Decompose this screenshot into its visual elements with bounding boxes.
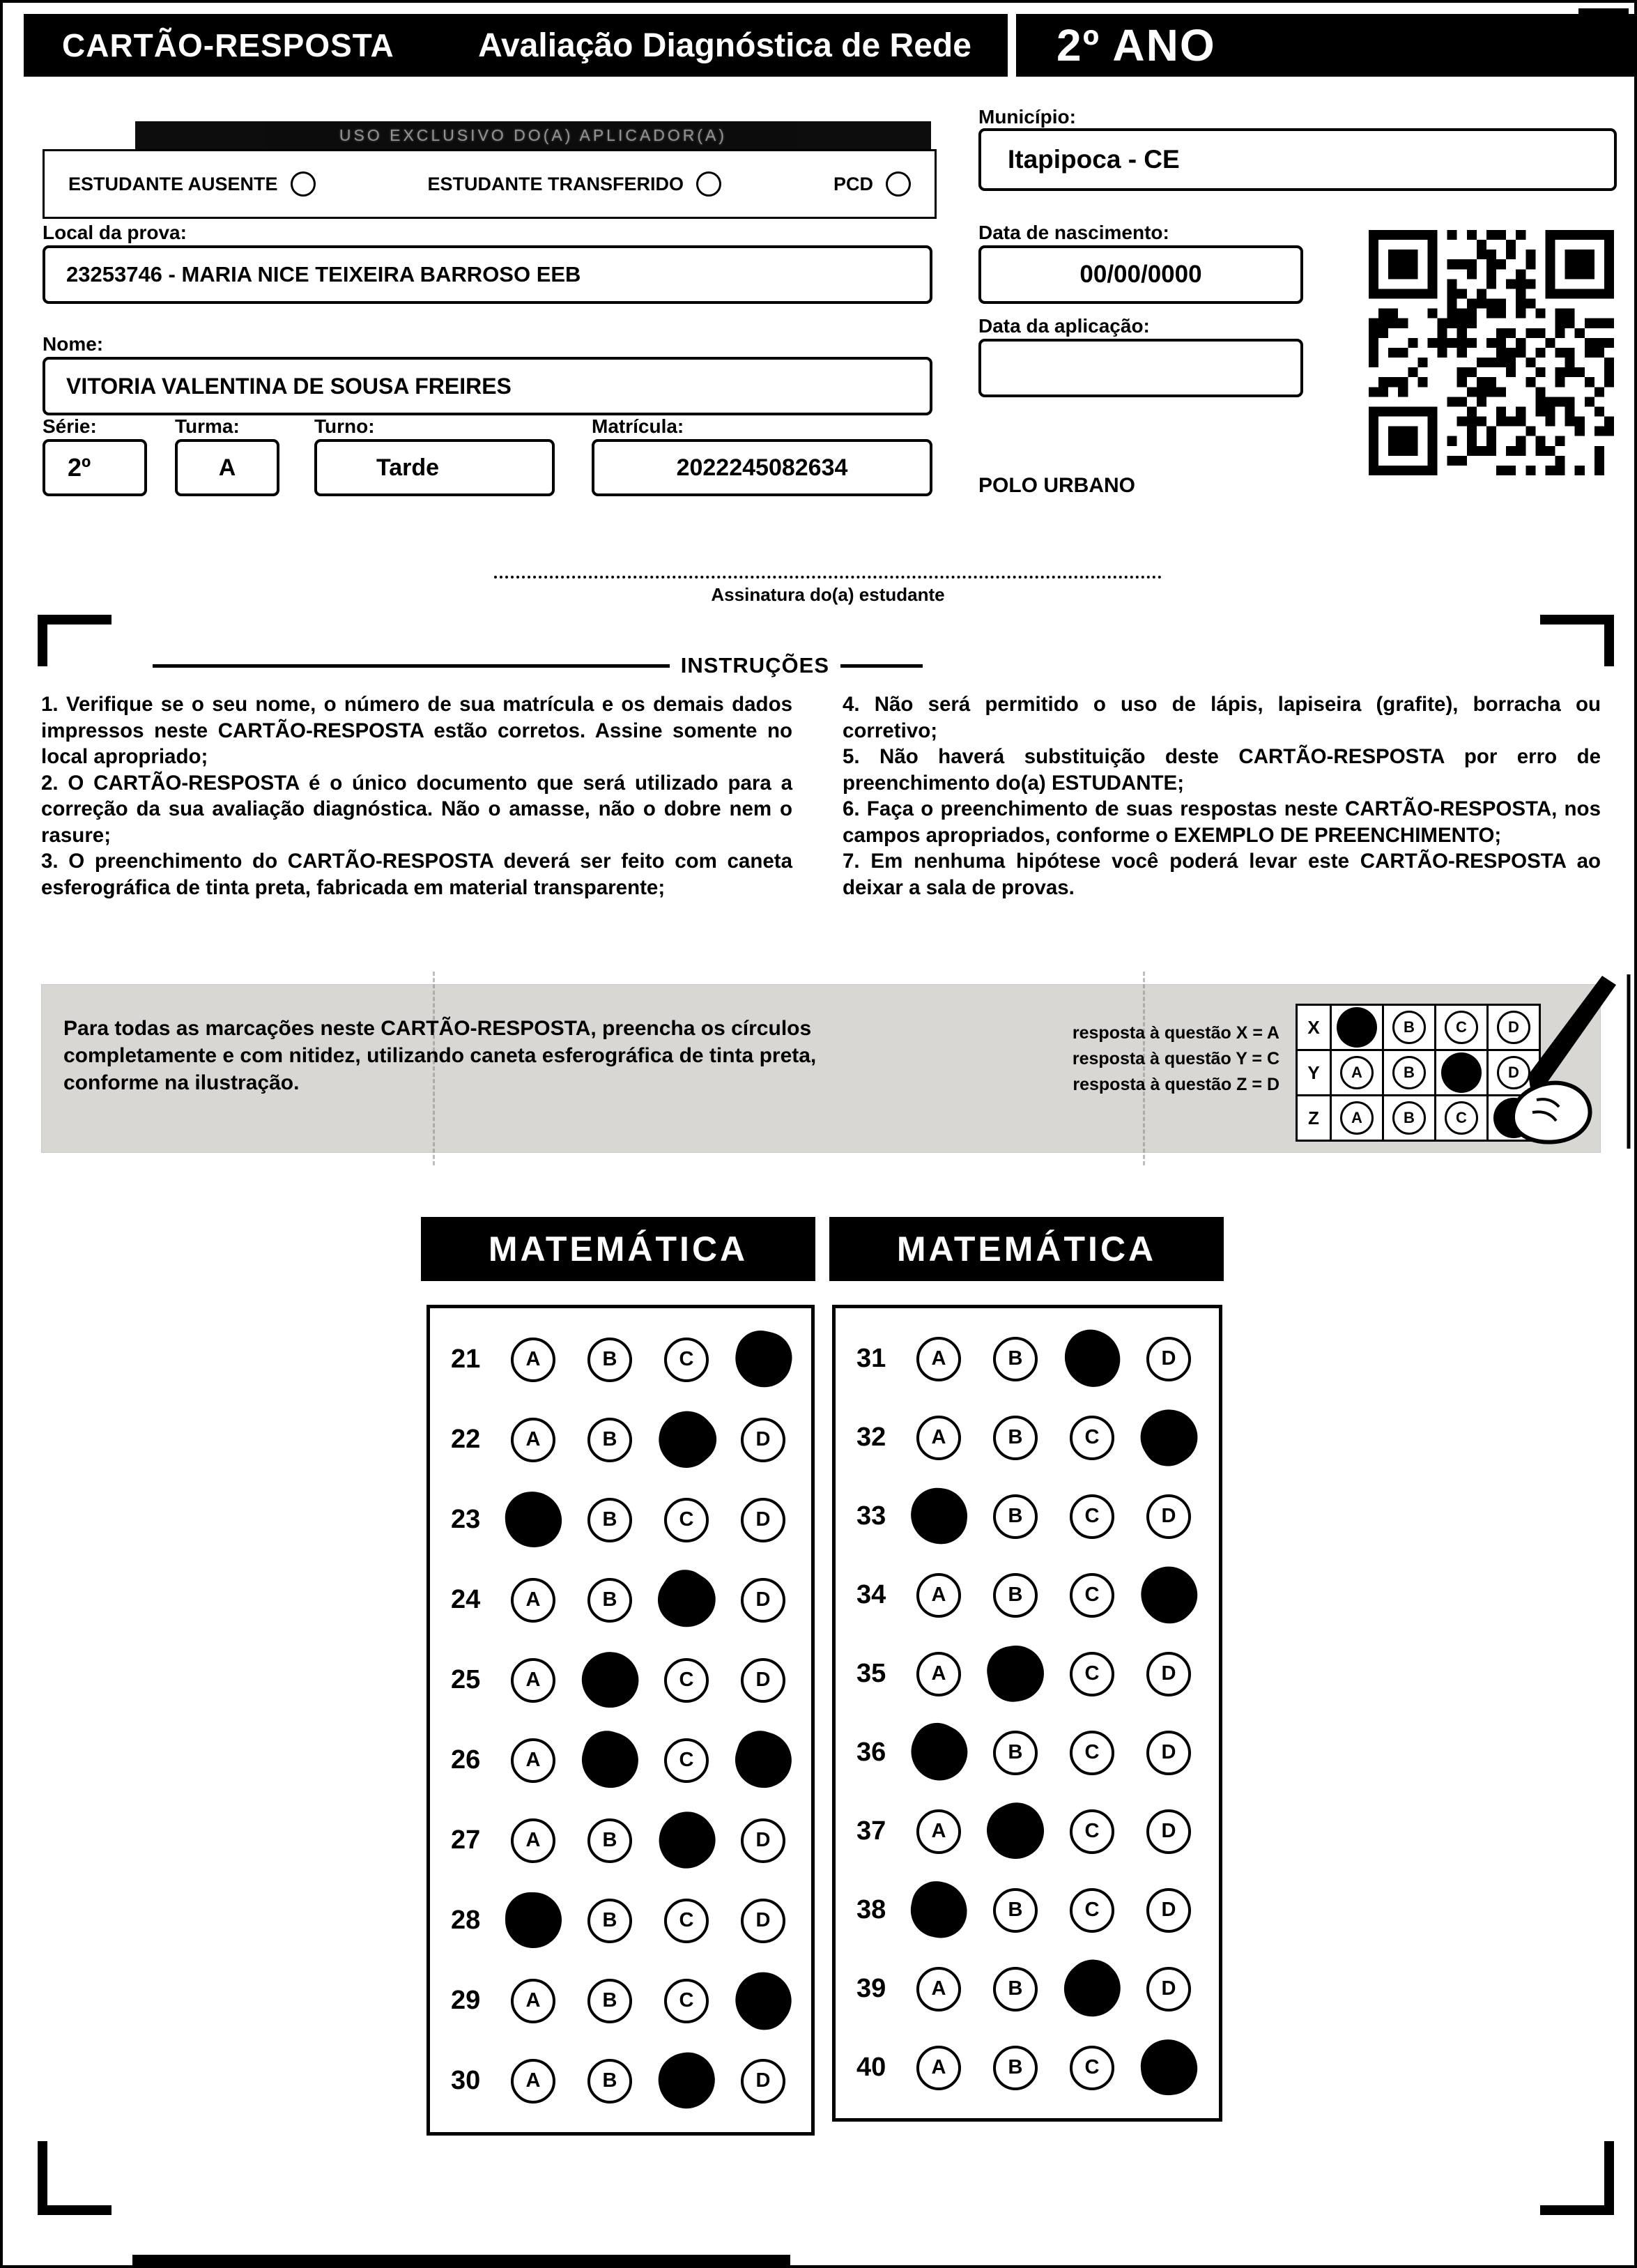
answer-bubble-a[interactable] (511, 1338, 555, 1382)
question-number: 37 (856, 1816, 886, 1846)
answer-bubble-b[interactable] (993, 1731, 1038, 1775)
answer-bubble-b[interactable] (587, 1418, 632, 1462)
filled-mark (1130, 1555, 1209, 1634)
answer-bubble-c[interactable] (664, 1658, 709, 1703)
instructions-header (153, 653, 923, 678)
answer-bubble-a[interactable] (916, 1573, 961, 1618)
answer-bubble-b[interactable] (993, 1416, 1038, 1460)
filled-mark (1053, 1949, 1132, 2028)
answer-bubble-c[interactable] (664, 2059, 709, 2104)
answer-bubble-c[interactable] (664, 1979, 709, 2023)
bubble-circle: D (1146, 1337, 1191, 1381)
question-number: 23 (451, 1505, 481, 1534)
status-options-row (45, 151, 935, 217)
bubble-circle: B (993, 2046, 1038, 2090)
nascimento-field[interactable] (978, 245, 1303, 304)
question-number: 21 (451, 1344, 481, 1374)
answer-bubble-d[interactable] (1146, 1494, 1191, 1539)
answer-bubble-a[interactable] (916, 1809, 961, 1854)
answer-bubble-c[interactable] (664, 1338, 709, 1382)
question-row (856, 1809, 1212, 1854)
filled-mark (574, 1643, 646, 1715)
bubble-circle: B (587, 2059, 632, 2104)
bubble-circle: D (1146, 1494, 1191, 1539)
question-row (856, 1652, 1212, 1696)
turma-field[interactable] (175, 439, 279, 496)
bubble-circle: D (1146, 1809, 1191, 1854)
answer-bubble-c[interactable] (1070, 1494, 1114, 1539)
question-row (856, 1967, 1212, 2012)
question-row (856, 1337, 1212, 1381)
example-legend-line: resposta à questão Y = C (1072, 1049, 1279, 1068)
bubble-circle: A (916, 1337, 961, 1381)
answer-bubble-b[interactable] (587, 1658, 632, 1703)
bubble-circle: A (916, 1809, 961, 1854)
filled-mark (1130, 1398, 1208, 1475)
status-option-label: ESTUDANTE TRANSFERIDO (427, 173, 684, 194)
instruction-item: 1. Verifique se o seu nome, o número de sua matrícula e os demais dados impressos neste CARTÃO-RESPOSTA estão corretos. Assine somente no local apropriado; (41, 693, 792, 768)
bubble-circle: C (1445, 1011, 1478, 1044)
bubble-circle: D (741, 1418, 785, 1462)
bubble-circle: C (1070, 2046, 1114, 2090)
turno-label: Turno: (314, 415, 375, 437)
instruction-item: 6. Faça o preenchimento de suas respostas neste CARTÃO-RESPOSTA, nos campos apropriados, conforme o EXEMPLO DE PREENCHIMENTO; (843, 797, 1601, 847)
answer-grid-0 (426, 1305, 815, 2136)
answer-bubble-d[interactable] (1146, 1573, 1191, 1618)
bubble-circle: B (993, 1416, 1038, 1460)
answer-bubble-d[interactable] (741, 1899, 785, 1943)
bubble-circle: B (1392, 1101, 1426, 1135)
answer-bubble-b[interactable] (587, 1738, 632, 1783)
bubble-circle: A (916, 1967, 961, 2012)
filled-mark (1139, 2037, 1200, 2097)
question-number: 26 (451, 1745, 481, 1775)
question-number: 31 (856, 1344, 886, 1373)
question-number: 29 (451, 1986, 481, 2015)
answer-bubble-b[interactable] (587, 1979, 632, 2023)
answer-bubble-c[interactable] (1070, 1337, 1114, 1381)
bubble-circle: C (664, 1658, 709, 1703)
bubble-circle: A (511, 1658, 555, 1703)
signature-label: Assinatura do(a) estudante (711, 584, 945, 605)
question-number: 36 (856, 1738, 886, 1767)
question-row (856, 1494, 1212, 1539)
answer-bubble-c[interactable] (664, 1899, 709, 1943)
applicator-use-bar: USO EXCLUSIVO DO(A) APLICADOR(A) (135, 121, 931, 149)
municipio-label: Município: (978, 106, 1076, 128)
answer-bubble-d[interactable] (1146, 1337, 1191, 1381)
question-row (856, 1888, 1212, 1933)
answer-bubble-d[interactable] (1146, 1416, 1191, 1460)
bubble-circle: C (1445, 1101, 1478, 1135)
local-label: Local da prova: (43, 222, 187, 243)
turno-value: Tarde (376, 454, 440, 481)
instructions-left (41, 691, 792, 901)
aplicacao-field[interactable] (978, 339, 1303, 397)
fill-example-box (41, 984, 1601, 1153)
bubble-circle: A (511, 1418, 555, 1462)
serie-label: Série: (43, 415, 97, 437)
nascimento-label: Data de nascimento: (978, 222, 1169, 243)
bubble-circle: A (511, 2059, 555, 2104)
answer-bubble-a[interactable] (916, 1888, 961, 1933)
bubble-circle: B (1392, 1056, 1426, 1089)
nome-field[interactable] (43, 357, 932, 415)
bubble-circle: C (664, 1738, 709, 1783)
question-row (451, 1578, 804, 1623)
filled-mark (730, 1326, 797, 1392)
answer-bubble-d[interactable] (1146, 1731, 1191, 1775)
bubble-circle: A (511, 1818, 555, 1863)
aplicacao-label: Data da aplicação: (978, 315, 1150, 337)
question-number: 28 (451, 1906, 481, 1935)
question-number: 39 (856, 1974, 886, 2003)
corner-bracket-bottom-right (1540, 2141, 1614, 2215)
answer-bubble-c[interactable] (1070, 1888, 1114, 1933)
answer-bubble-b[interactable] (993, 1967, 1038, 2012)
question-row (451, 1818, 804, 1863)
municipio-field[interactable] (978, 128, 1617, 191)
corner-bracket-instructions-right (1540, 615, 1614, 666)
example-legend-line: resposta à questão Z = D (1073, 1075, 1279, 1094)
filled-mark (978, 1793, 1054, 1868)
bubble-circle: D (1146, 1731, 1191, 1775)
turma-value: A (218, 454, 236, 481)
question-number: 27 (451, 1825, 481, 1855)
bubble-circle: A (511, 1738, 555, 1783)
bubble-circle: C (664, 1498, 709, 1542)
answer-bubble-a[interactable] (916, 2046, 961, 2090)
nome-value: VITORIA VALENTINA DE SOUSA FREIRES (66, 373, 512, 399)
instruction-item: 4. Não será permitido o uso de lápis, lapiseira (grafite), borracha ou corretivo; (843, 693, 1601, 742)
answer-bubble-b[interactable] (993, 1573, 1038, 1618)
question-number: 33 (856, 1501, 886, 1531)
answer-bubble-b[interactable] (993, 1809, 1038, 1854)
instructions-right (843, 691, 1601, 901)
assessment-title: Avaliação Diagnóstica de Rede (442, 14, 1008, 77)
filled-mark (906, 1877, 972, 1943)
filled-mark (648, 1561, 726, 1638)
status-option (833, 171, 911, 197)
answer-bubble-d[interactable] (741, 1498, 785, 1542)
answer-bubble-a[interactable] (511, 1498, 555, 1542)
answer-bubble-a[interactable] (511, 2059, 555, 2104)
sheet-title: CARTÃO-RESPOSTA (24, 14, 472, 77)
status-options-box (43, 149, 937, 219)
example-row-label: Y (1298, 1051, 1330, 1094)
question-row (451, 1899, 804, 1943)
filled-mark (1056, 1321, 1129, 1395)
answer-bubble-a[interactable] (916, 1967, 961, 2012)
answer-bubble-c[interactable] (1070, 2046, 1114, 2090)
local-field[interactable] (43, 245, 932, 304)
answer-bubble-b[interactable] (587, 1818, 632, 1863)
status-option-label: PCD (833, 173, 873, 194)
filled-mark (1337, 1007, 1377, 1048)
status-option-circle[interactable] (886, 171, 911, 197)
answer-bubble-c[interactable] (1070, 1967, 1114, 2012)
answer-bubble-a[interactable] (511, 1578, 555, 1623)
bubble-circle: B (587, 1899, 632, 1943)
answer-bubble-c[interactable] (1070, 1731, 1114, 1775)
answer-bubble-a[interactable] (916, 1731, 961, 1775)
serie-field[interactable] (43, 439, 147, 496)
bubble-circle: A (1340, 1101, 1374, 1135)
filled-mark (652, 2046, 721, 2114)
question-number: 24 (451, 1585, 481, 1614)
example-bubble-cell[interactable] (1382, 1051, 1434, 1094)
bubble-circle: D (1497, 1011, 1530, 1044)
answer-bubble-d[interactable] (741, 1818, 785, 1863)
bubble-circle: B (993, 1731, 1038, 1775)
question-number: 22 (451, 1425, 481, 1454)
serie-value: 2º (68, 453, 91, 482)
answer-bubble-a[interactable] (916, 1494, 961, 1539)
instruction-item: 2. O CARTÃO-RESPOSTA é o único documento que será utilizado para a correção da sua avaliação diagnóstica. Não o amasse, não o dobre nem o rasure; (41, 771, 792, 847)
bubble-circle: A (916, 1416, 961, 1460)
answer-bubble-b[interactable] (993, 1652, 1038, 1696)
answer-bubble-a[interactable] (916, 1652, 961, 1696)
bubble-circle: D (741, 1658, 785, 1703)
question-number: 32 (856, 1423, 886, 1452)
answer-bubble-b[interactable] (587, 1578, 632, 1623)
bubble-circle: A (1340, 1056, 1374, 1089)
bubble-circle: C (664, 1338, 709, 1382)
bubble-circle: B (993, 1888, 1038, 1933)
answer-bubble-c[interactable] (1070, 1573, 1114, 1618)
rule-left (153, 664, 670, 668)
bubble-circle: B (587, 1498, 632, 1542)
filled-mark (908, 1485, 970, 1546)
turno-field[interactable] (314, 439, 555, 496)
bubble-circle: B (993, 1573, 1038, 1618)
example-legend-line: resposta à questão X = A (1072, 1023, 1279, 1043)
answer-bubble-a[interactable] (511, 1658, 555, 1703)
nome-label: Nome: (43, 333, 104, 355)
bubble-circle: B (587, 1578, 632, 1623)
qr-code (1369, 230, 1614, 475)
filled-mark (647, 1800, 726, 1878)
question-number: 35 (856, 1659, 886, 1688)
answer-bubble-a[interactable] (511, 1899, 555, 1943)
bubble-circle: A (916, 2046, 961, 2090)
answer-grid-1 (832, 1305, 1222, 2122)
bubble-circle: B (993, 1337, 1038, 1381)
section-header-matematica-1: MATEMÁTICA (421, 1217, 815, 1281)
local-value: 23253746 - MARIA NICE TEIXEIRA BARROSO EEB (66, 262, 581, 286)
answer-bubble-c[interactable] (664, 1498, 709, 1542)
bubble-circle: A (511, 1979, 555, 2023)
bubble-circle: D (1497, 1056, 1530, 1089)
example-legend (978, 1020, 1279, 1098)
filled-mark (983, 1641, 1049, 1706)
question-row (856, 1573, 1212, 1618)
question-number: 38 (856, 1895, 886, 1924)
bubble-circle: C (1070, 1652, 1114, 1696)
turma-label: Turma: (175, 415, 240, 437)
rule-right (840, 664, 923, 668)
question-row (451, 1418, 804, 1462)
bubble-circle: D (741, 2059, 785, 2104)
question-row (856, 1731, 1212, 1775)
corner-bracket-top-right (1578, 8, 1629, 59)
bubble-circle: D (741, 1899, 785, 1943)
answer-bubble-c[interactable] (1070, 1809, 1114, 1854)
answer-bubble-d[interactable] (1146, 2046, 1191, 2090)
answer-bubble-b[interactable] (587, 1498, 632, 1542)
answer-bubble-a[interactable] (511, 1418, 555, 1462)
answer-bubble-d[interactable] (741, 1658, 785, 1703)
question-number: 40 (856, 2053, 886, 2082)
filled-mark (647, 1400, 727, 1479)
bubble-circle: C (1070, 1731, 1114, 1775)
answer-bubble-d[interactable] (1146, 1809, 1191, 1854)
answer-bubble-b[interactable] (587, 1899, 632, 1943)
bubble-circle: C (1070, 1416, 1114, 1460)
filled-mark (575, 1724, 645, 1794)
bubble-circle: D (1146, 1888, 1191, 1933)
example-bubble-cell[interactable] (1382, 1006, 1434, 1049)
answer-bubble-d[interactable] (1146, 1888, 1191, 1933)
filled-mark (724, 1961, 803, 2039)
question-number: 25 (451, 1665, 481, 1694)
answer-bubble-d[interactable] (741, 1979, 785, 2023)
answer-bubble-a[interactable] (916, 1337, 961, 1381)
answer-bubble-a[interactable] (511, 1818, 555, 1863)
bubble-circle: D (1146, 1652, 1191, 1696)
instruction-item: 3. O preenchimento do CARTÃO-RESPOSTA deverá ser feito com caneta esferográfica de tinta preta, fabricada em material transparente; (41, 850, 792, 899)
example-bubble-cell[interactable] (1330, 1006, 1382, 1049)
bubble-circle: B (1392, 1011, 1426, 1044)
question-row (451, 1658, 804, 1703)
answer-bubble-a[interactable] (511, 1979, 555, 2023)
matricula-label: Matrícula: (592, 415, 684, 437)
bubble-circle: A (916, 1652, 961, 1696)
grade-label: 2º ANO (1016, 14, 1637, 77)
bubble-circle: B (587, 1418, 632, 1462)
example-row-label: X (1298, 1006, 1330, 1049)
answer-bubble-a[interactable] (916, 1416, 961, 1460)
example-row-label: Z (1298, 1096, 1330, 1140)
bubble-circle: D (1146, 1967, 1191, 2012)
instructions-title: INSTRUÇÕES (680, 653, 829, 677)
filled-mark (728, 1724, 799, 1794)
status-option-label: ESTUDANTE AUSENTE (68, 173, 278, 194)
bubble-circle: C (1070, 1494, 1114, 1539)
question-row (451, 2059, 804, 2104)
bubble-circle: B (587, 1979, 632, 2023)
signature-line[interactable] (494, 576, 1162, 579)
answer-bubble-c[interactable] (1070, 1416, 1114, 1460)
answer-bubble-c[interactable] (664, 1578, 709, 1623)
matricula-value: 2022245082634 (676, 454, 848, 481)
status-option (428, 171, 722, 197)
example-bubble-cell[interactable] (1330, 1051, 1382, 1094)
bubble-circle: B (993, 1494, 1038, 1539)
matricula-field[interactable] (592, 439, 932, 496)
bubble-circle: D (741, 1578, 785, 1623)
answer-bubble-d[interactable] (741, 1338, 785, 1382)
instruction-item: 5. Não haverá substituição deste CARTÃO-RESPOSTA por erro de preenchimento do(a) ESTUDANTE; (843, 745, 1601, 795)
status-option (68, 171, 316, 197)
answer-bubble-c[interactable] (664, 1418, 709, 1462)
filled-mark (503, 1489, 563, 1549)
answer-bubble-d[interactable] (1146, 1652, 1191, 1696)
status-option-circle[interactable] (291, 171, 316, 197)
bubble-circle: C (1070, 1888, 1114, 1933)
hand-pen-illustration (1463, 974, 1637, 1153)
answer-bubble-d[interactable] (741, 1418, 785, 1462)
nascimento-value: 00/00/0000 (1079, 261, 1202, 288)
corner-bracket-bottom-left (38, 2141, 112, 2215)
bubble-circle: A (511, 1578, 555, 1623)
filled-mark (505, 1892, 562, 1948)
question-number: 30 (451, 2066, 481, 2095)
answer-bubble-b[interactable] (587, 1338, 632, 1382)
question-row (451, 1338, 804, 1382)
section-header-matematica-2: MATEMÁTICA (829, 1217, 1224, 1281)
bubble-circle: D (741, 1818, 785, 1863)
bubble-circle: A (511, 1338, 555, 1382)
bubble-circle: C (664, 1979, 709, 2023)
question-row (451, 1498, 804, 1542)
answer-bubble-b[interactable] (993, 1888, 1038, 1933)
answer-bubble-d[interactable] (741, 1738, 785, 1783)
answer-bubble-b[interactable] (993, 1494, 1038, 1539)
instruction-item: 7. Em nenhuma hipótese você poderá levar este CARTÃO-RESPOSTA ao deixar a sala de provas. (843, 850, 1601, 899)
bubble-circle: D (741, 1498, 785, 1542)
answer-bubble-b[interactable] (587, 2059, 632, 2104)
registration-mark-bar (132, 2255, 790, 2265)
bubble-circle: B (587, 1818, 632, 1863)
answer-bubble-d[interactable] (741, 1578, 785, 1623)
question-row (451, 1979, 804, 2023)
answer-bubble-b[interactable] (993, 2046, 1038, 2090)
bubble-circle: C (664, 1899, 709, 1943)
corner-bracket-instructions-left (38, 615, 112, 666)
question-row (856, 1416, 1212, 1460)
question-number: 34 (856, 1580, 886, 1609)
answer-bubble-c[interactable] (1070, 1652, 1114, 1696)
polo-label: POLO URBANO (978, 474, 1135, 497)
answer-bubble-c[interactable] (664, 1818, 709, 1863)
bubble-circle: A (916, 1573, 961, 1618)
example-bubble-cell[interactable] (1382, 1096, 1434, 1140)
status-option-circle[interactable] (696, 171, 721, 197)
example-bubble-cell[interactable] (1330, 1096, 1382, 1140)
bubble-circle: B (587, 1338, 632, 1382)
answer-bubble-d[interactable] (741, 2059, 785, 2104)
question-row (451, 1738, 804, 1783)
answer-bubble-d[interactable] (1146, 1967, 1191, 2012)
bubble-circle: C (1070, 1573, 1114, 1618)
question-row (856, 2046, 1212, 2090)
filled-mark (901, 1714, 976, 1789)
answer-bubble-a[interactable] (511, 1738, 555, 1783)
bubble-circle: B (993, 1967, 1038, 2012)
bubble-circle: C (1070, 1809, 1114, 1854)
answer-bubble-b[interactable] (993, 1337, 1038, 1381)
fill-example-text: Para todas as marcações neste CARTÃO-RESPOSTA, preencha os círculos completamente e com nitidez, utilizando caneta esferográfica de tinta preta, conforme na ilustração. (63, 1017, 817, 1094)
answer-bubble-c[interactable] (664, 1738, 709, 1783)
municipio-value: Itapipoca - CE (1008, 145, 1180, 174)
